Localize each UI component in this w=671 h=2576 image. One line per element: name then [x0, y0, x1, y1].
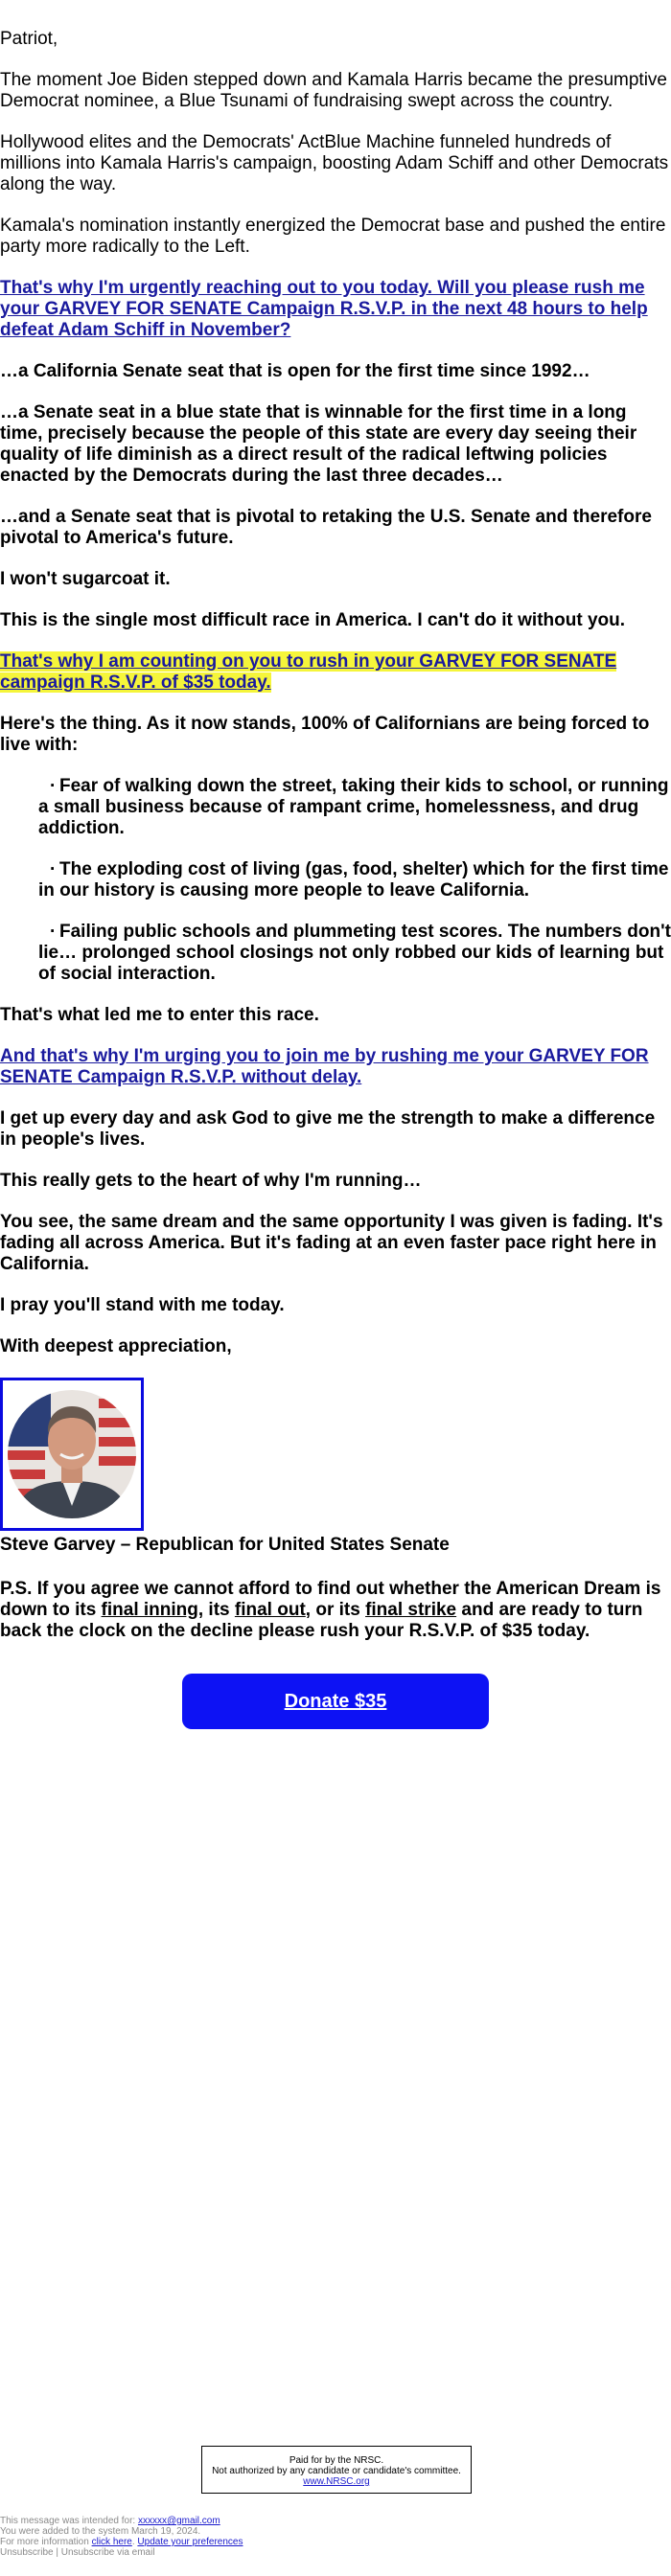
bullet-dot: ·	[50, 776, 57, 796]
candidate-photo-frame	[0, 1378, 144, 1531]
added-line: You were added to the system March 19, 2024.	[0, 2526, 201, 2537]
bullet-dot: ·	[50, 859, 57, 879]
closing-paragraph: You see, the same dream and the same opportunity I was given is fading. It's fading all across America. But it's fading at an even faster pace right here in California.	[0, 1212, 663, 1274]
click-here-link[interactable]: click here	[91, 2537, 132, 2547]
disclaimer-line: Not authorized by any candidate or candidate's committee.	[212, 2466, 461, 2476]
rsvp-without-delay-link[interactable]: And that's why I'm urging you to join me by rushing me your GARVEY FOR SENATE Campaign R.S.V.P. without delay.	[0, 1046, 649, 1087]
rsvp-link-48-hours[interactable]: That's why I'm urgently reaching out to you today. Will you please rush me your GARVEY FOR SENATE Campaign R.S.V.P. in the next 48 hours to help defeat Adam Schiff in November?	[0, 278, 648, 340]
closing-paragraph: I pray you'll stand with me today.	[0, 1295, 285, 1315]
signature: Steve Garvey – Republican for United States Senate	[0, 1535, 450, 1555]
closing-paragraph: I get up every day and ask God to give me the strength to make a difference in people's lives.	[0, 1108, 656, 1150]
ps-underline: final inning	[101, 1600, 198, 1620]
point-paragraph: …and a Senate seat that is pivotal to retaking the U.S. Senate and therefore pivotal to America's future.	[0, 507, 652, 548]
bullet-dot: ·	[50, 922, 57, 942]
list-item: · The exploding cost of living (gas, food, shelter) which for the first time in our history is causing more people to leave California.	[38, 859, 669, 900]
ps-paragraph: P.S. If you agree we cannot afford to find out whether the American Dream is down to its final inning, its final out, or its final strike and are ready to turn back the clock on the decline please rush your R.S.V.P. of $35 today.	[0, 1579, 661, 1641]
closing-paragraph: With deepest appreciation,	[0, 1336, 232, 1356]
paid-for-disclaimer	[201, 2446, 472, 2494]
list-item: · Fear of walking down the street, taking their kids to school, or running a small business because of rampant crime, homelessness, and drug addiction.	[38, 776, 669, 838]
disclaimer-line: Paid for by the NRSC.	[289, 2455, 384, 2466]
closing-paragraph: This really gets to the heart of why I'm running…	[0, 1171, 422, 1191]
ps-underline: final out	[234, 1600, 306, 1620]
greeting: Patriot,	[0, 29, 58, 49]
nrsc-website-link[interactable]: www.NRSC.org	[303, 2476, 370, 2487]
donate-button[interactable]: Donate $35	[182, 1674, 489, 1729]
candidate-portrait	[7, 1389, 137, 1519]
intro-paragraph: Kamala's nomination instantly energized the Democrat base and pushed the entire party more radically to the Left.	[0, 216, 666, 257]
race-line: That's what led me to enter this race.	[0, 1005, 319, 1025]
intended-for-line: This message was intended for: xxxxxx@gmail.com	[0, 2516, 220, 2526]
update-preferences-link[interactable]: Update your preferences	[137, 2537, 243, 2547]
point-paragraph: This is the single most difficult race in America. I can't do it without you.	[0, 610, 626, 630]
issues-list	[0, 776, 671, 985]
thing-intro: Here's the thing. As it now stands, 100% of Californians are being forced to live with:	[0, 714, 650, 755]
intro-paragraph: Hollywood elites and the Democrats' ActBlue Machine funneled hundreds of millions into Kamala Harris's campaign, boosting Adam Schiff and other Democrats along the way.	[0, 132, 669, 194]
point-paragraph: …a Senate seat in a blue state that is winnable for the first time in a long time, precisely because the people of this state are every day seeing their quality of life diminish as a direct result of the radical leftwing policies enacted by the Democrats during the last three decades…	[0, 402, 637, 486]
list-item: · Failing public schools and plummeting test scores. The numbers don't lie… prolonged school closings not only robbed our kids of learning but of social interaction.	[38, 922, 671, 984]
email-footer	[0, 2516, 243, 2558]
more-info-line: For more information click here. Update your preferences	[0, 2537, 243, 2547]
intro-paragraph: The moment Joe Biden stepped down and Kamala Harris became the presumptive Democrat nominee, a Blue Tsunami of fundraising swept across the country.	[0, 70, 667, 111]
point-paragraph: I won't sugarcoat it.	[0, 569, 171, 589]
unsubscribe-line[interactable]: Unsubscribe | Unsubscribe via email	[0, 2547, 155, 2558]
recipient-email-link[interactable]: xxxxxx@gmail.com	[137, 2516, 220, 2526]
rsvp-35-highlight-link[interactable]: That's why I am counting on you to rush in your GARVEY FOR SENATE campaign R.S.V.P. of $35 today.	[0, 651, 617, 693]
point-paragraph: …a California Senate seat that is open for the first time since 1992…	[0, 361, 590, 381]
ps-underline: final strike	[365, 1600, 457, 1620]
